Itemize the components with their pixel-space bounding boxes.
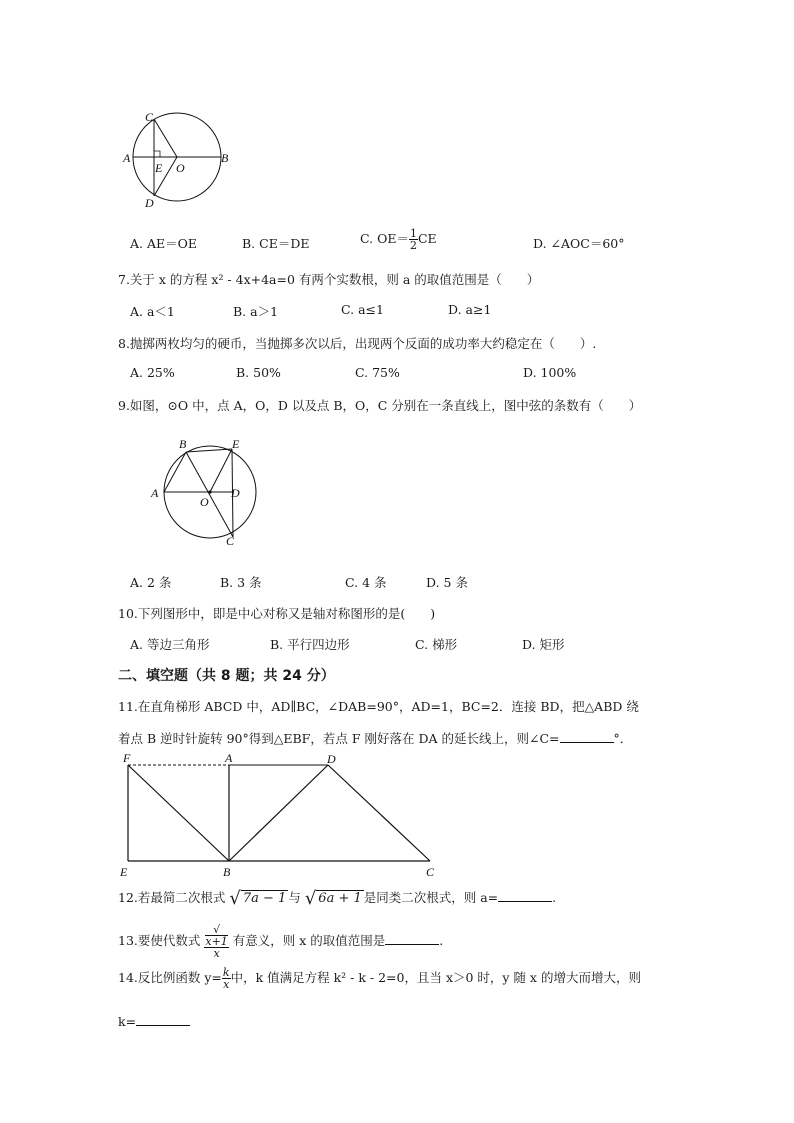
label-a: A: [225, 751, 233, 765]
label-d: D: [231, 486, 240, 500]
q11-line2-suffix: °．: [613, 731, 633, 746]
q9-stem: 9.如图，⊙O 中，点 A，O，D 以及点 B，O，C 分别在一条直线上，图中弦的条数有（ ）: [118, 398, 642, 413]
q7-option-b[interactable]: B. a＞1: [233, 304, 279, 319]
q13-fraction: [204, 924, 228, 959]
diameter-bc: [186, 452, 233, 537]
q6-option-c-fraction: [409, 228, 418, 251]
q13-answer-blank[interactable]: [385, 932, 439, 945]
label-o: O: [200, 495, 209, 509]
q8-stem: 8.抛掷两枚均匀的硬币，当抛掷多次以后，出现两个反面的成功率大约稳定在（ ）.: [118, 336, 597, 351]
label-a: A: [123, 151, 131, 165]
q8-option-d[interactable]: D. 100%: [523, 365, 577, 380]
radicand: x+1: [205, 935, 228, 948]
radical-sign: √: [304, 888, 317, 909]
q11-stem-line2: [118, 729, 632, 747]
label-f: F: [123, 751, 131, 765]
trapezoid-figure-q11: [116, 749, 446, 879]
label-c: C: [145, 110, 154, 124]
fraction-denominator: 2: [409, 239, 417, 252]
q14-suffix: 中，k 值满足方程 k² - k - 2=0，且当 x＞0 时，y 随 x 的增大而增大，则: [230, 970, 641, 985]
fraction-denominator: x: [213, 947, 220, 960]
label-e: E: [120, 865, 128, 879]
q13-end: .: [439, 933, 444, 948]
radical-6a-plus-1: [305, 888, 364, 909]
radicand: 7a − 1: [242, 891, 287, 906]
q6-option-b[interactable]: B. CE＝DE: [242, 236, 310, 251]
label-b: B: [223, 865, 231, 879]
q7-option-a[interactable]: A. a＜1: [130, 304, 175, 319]
q10-option-d[interactable]: D. 矩形: [522, 637, 565, 652]
q13-stem: [118, 924, 443, 959]
q10-option-a[interactable]: A. 等边三角形: [130, 637, 210, 652]
q9-option-b[interactable]: B. 3 条: [220, 575, 262, 590]
q11-line2-text: 着点 B 逆时针旋转 90°得到△EBF，若点 F 刚好落在 DA 的延长线上，则∠C=: [118, 731, 560, 746]
label-c: C: [426, 865, 435, 879]
radical-sign: √: [213, 923, 221, 936]
label-e: E: [232, 437, 240, 451]
q10-stem: 10.下列图形中，即是中心对称又是轴对称图形的是( ): [118, 606, 436, 621]
q10-option-c[interactable]: C. 梯形: [415, 637, 458, 652]
circle-figure-q9: [140, 432, 270, 550]
right-angle-mark: [154, 151, 160, 157]
fraction-denominator: x: [223, 978, 230, 991]
q6-option-a[interactable]: A. AE＝OE: [130, 236, 197, 251]
radicand: 6a + 1: [318, 891, 362, 906]
q8-option-b[interactable]: B. 50%: [236, 365, 281, 380]
segment-bd: [229, 765, 328, 861]
q8-option-a[interactable]: A. 25%: [130, 365, 175, 380]
q6-option-c[interactable]: [360, 228, 437, 251]
q14-answer-blank[interactable]: [136, 1013, 190, 1026]
q12-end: .: [552, 890, 557, 905]
q14-stem-line1: [118, 967, 641, 990]
q14-stem-line2: [118, 1013, 190, 1029]
q12-stem: [118, 888, 556, 909]
radical-7a-minus-1: [229, 888, 288, 909]
label-o: O: [176, 161, 185, 175]
label-a: A: [151, 486, 159, 500]
q7-option-d[interactable]: D. a≥1: [448, 302, 492, 317]
q9-option-d[interactable]: D. 5 条: [426, 575, 468, 590]
q11-stem-line1: 11.在直角梯形 ABCD 中，AD∥BC，∠DAB=90°，AD=1，BC=2．连接 BD，把△ABD 绕: [118, 699, 639, 714]
q12-suffix: 是同类二次根式，则 a=: [363, 890, 499, 905]
q12-answer-blank[interactable]: [498, 889, 552, 902]
label-d: D: [327, 752, 336, 766]
q8-option-c[interactable]: C. 75%: [355, 365, 400, 380]
q10-option-b[interactable]: B. 平行四边形: [270, 637, 350, 652]
segment-fb: [128, 765, 229, 861]
label-e: E: [155, 161, 163, 175]
q9-option-c[interactable]: C. 4 条: [345, 575, 387, 590]
q13-suffix: 有意义，则 x 的取值范围是: [232, 933, 386, 948]
segment-dc: [328, 765, 430, 861]
segment-oe: [210, 449, 232, 492]
q7-option-c[interactable]: C. a≤1: [341, 302, 384, 317]
radical-sign: √: [229, 888, 241, 909]
label-d: D: [145, 196, 154, 210]
section-title-fill-in: 二、填空题（共 8 题；共 24 分）: [118, 668, 335, 684]
fraction-numerator: 1: [409, 227, 417, 240]
fraction-numerator: [204, 924, 228, 948]
q12-conjunction: 与: [288, 890, 301, 905]
q12-prefix: 12.若最简二次根式: [118, 890, 226, 905]
label-b: B: [179, 437, 187, 451]
label-b: B: [221, 151, 229, 165]
q9-option-a[interactable]: A. 2 条: [130, 575, 172, 590]
q11-answer-blank[interactable]: [560, 730, 614, 743]
q14-fraction: [222, 967, 231, 990]
q6-option-d[interactable]: D. ∠AOC＝60°: [533, 236, 625, 251]
center-dot: [208, 490, 211, 493]
fraction-numerator: k: [222, 966, 230, 979]
circle-figure-q6: [118, 106, 248, 214]
q6-option-c-prefix: C. OE＝: [360, 231, 409, 246]
q7-stem: 7.关于 x 的方程 x² - 4x+4a=0 有两个实数根，则 a 的取值范围是（ ）: [118, 272, 540, 287]
q14-k-label: k=: [118, 1014, 137, 1029]
q6-option-c-suffix: CE: [417, 231, 437, 246]
q13-prefix: 13.要使代数式: [118, 933, 201, 948]
label-c: C: [226, 534, 235, 548]
q14-prefix: 14.反比例函数 y=: [118, 970, 222, 985]
chord-ab: [164, 452, 186, 492]
